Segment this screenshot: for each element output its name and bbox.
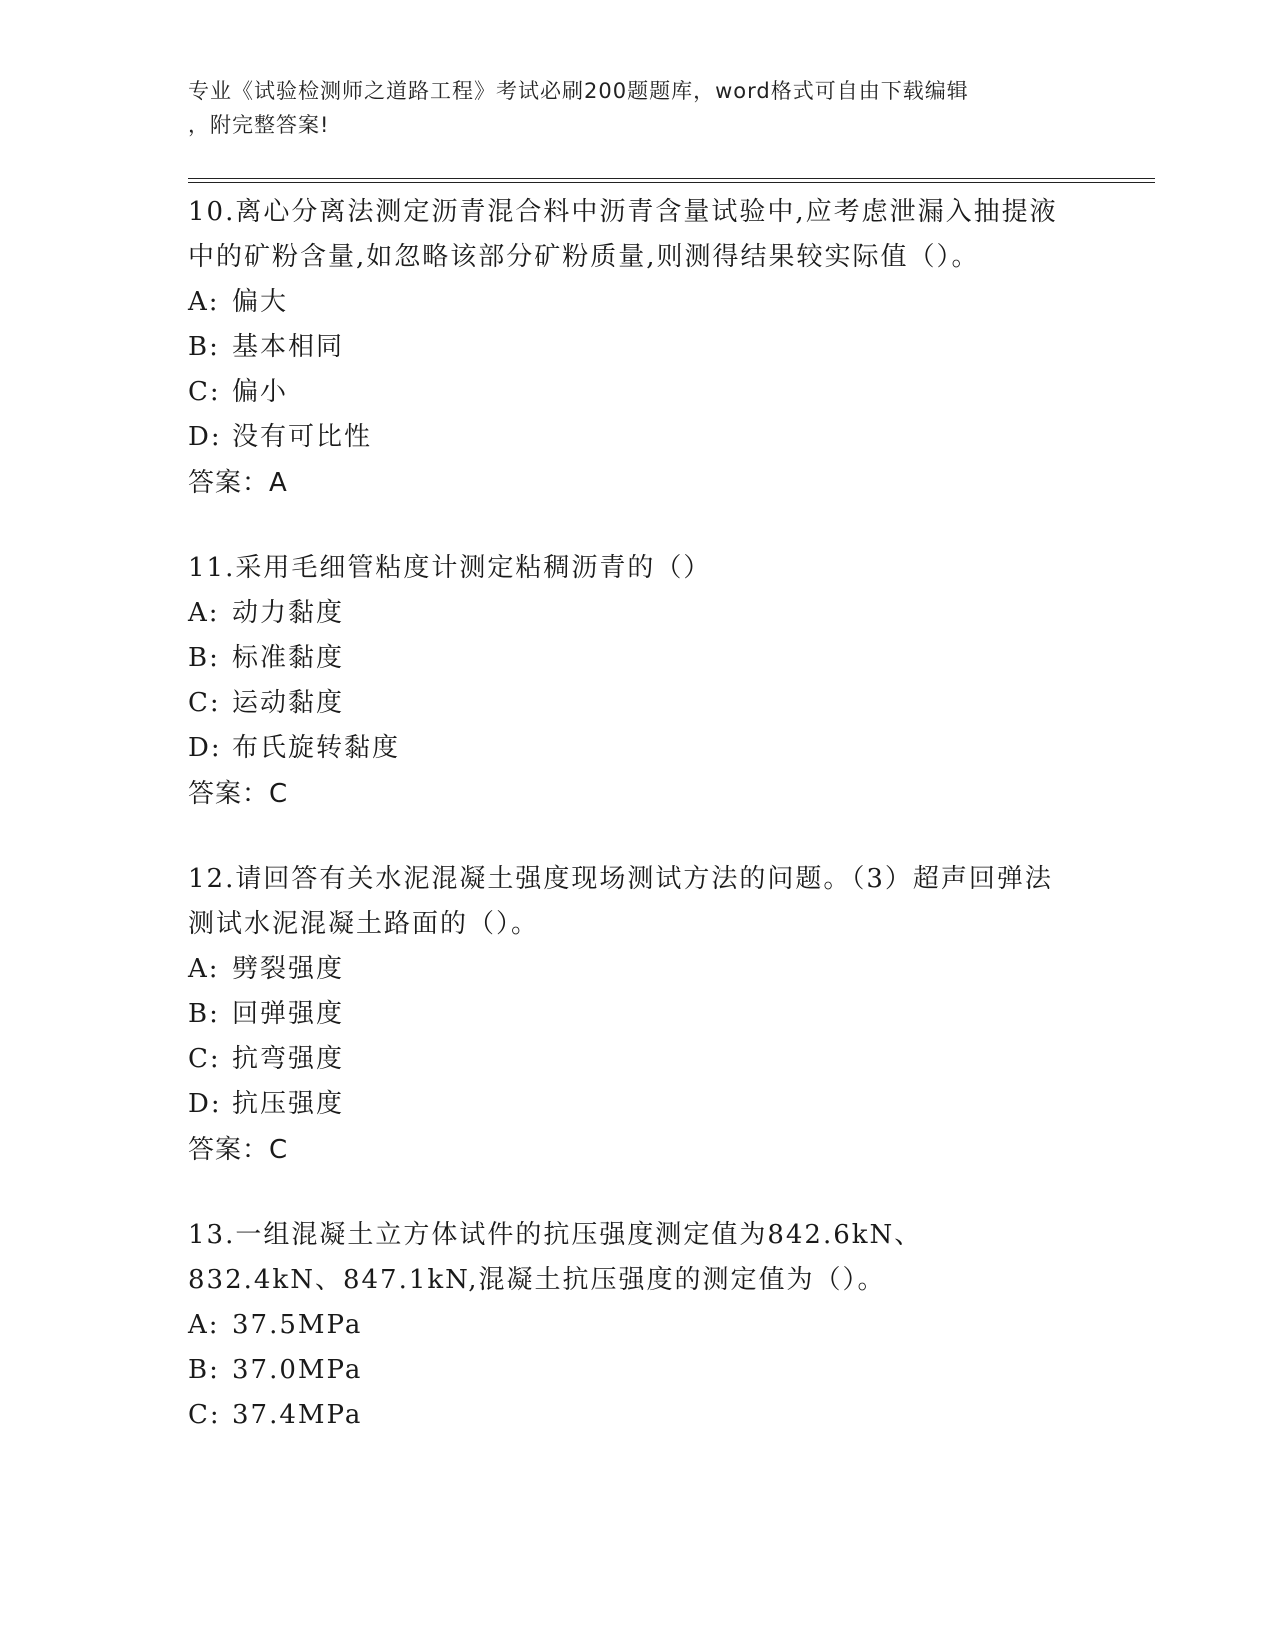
option-text: 37.4MPa [232,1400,363,1430]
option-key: A: [188,598,220,628]
option-key: A: [188,287,220,317]
option-text: 37.0MPa [232,1355,363,1385]
option-b [188,992,1068,1037]
option-key: C: [188,1400,221,1430]
question-10 [188,190,1068,506]
question-11 [188,546,1068,817]
header-divider-top [188,178,1155,179]
option-c [188,370,1068,415]
option-key: B: [188,999,220,1029]
option-text: 偏小 [232,377,289,407]
question-text: 10.离心分离法测定沥青混合料中沥青含量试验中,应考虑泄漏入抽提液中的矿粉含量,如忽略该部分矿粉质量,则测得结果较实际值（）。 [188,197,1058,272]
option-d [188,1082,1068,1127]
option-text: 标准黏度 [232,643,345,673]
header-line-1: 专业《试验检测师之道路工程》考试必刷200题题库，word格式可自由下载编辑 [188,79,969,103]
option-key: C: [188,688,221,718]
option-key: A: [188,954,220,984]
option-key: A: [188,1310,220,1340]
option-a [188,591,1068,636]
option-c [188,681,1068,726]
option-text: 抗压强度 [232,1089,345,1119]
answer-line: 答案：C [188,779,289,809]
option-text: 布氏旋转黏度 [232,733,401,763]
header-divider-bottom [188,182,1155,183]
question-text: 12.请回答有关水泥混凝土强度现场测试方法的问题。（3）超声回弹法测试水泥混凝土路面的（）。 [188,864,1053,939]
option-b [188,325,1068,370]
option-text: 运动黏度 [232,688,345,718]
option-key: C: [188,377,221,407]
option-a [188,1303,1068,1348]
option-d [188,726,1068,771]
option-c [188,1393,1068,1438]
option-text: 基本相同 [232,332,345,362]
option-text: 动力黏度 [232,598,345,628]
option-b [188,636,1068,681]
option-key: D: [188,1089,222,1119]
option-text: 偏大 [232,287,289,317]
option-key: C: [188,1044,221,1074]
option-c [188,1037,1068,1082]
option-key: D: [188,733,222,763]
option-text: 劈裂强度 [232,954,345,984]
question-text: 13.一组混凝土立方体试件的抗压强度测定值为842.6kN、832.4kN、847.1kN,混凝土抗压强度的测定值为（）。 [188,1220,923,1295]
question-text: 11.采用毛细管粘度计测定粘稠沥青的（） [188,553,712,583]
option-d [188,415,1068,460]
document-header [188,74,1068,142]
option-key: D: [188,422,222,452]
option-text: 没有可比性 [232,422,373,452]
option-key: B: [188,332,220,362]
option-key: B: [188,1355,220,1385]
question-13 [188,1213,1068,1438]
question-list [188,190,1068,1478]
option-text: 37.5MPa [232,1310,363,1340]
option-a [188,280,1068,325]
option-key: B: [188,643,220,673]
answer-line: 答案：A [188,468,288,498]
question-12 [188,857,1068,1173]
option-text: 回弹强度 [232,999,345,1029]
answer-line: 答案：C [188,1135,289,1165]
option-b [188,1348,1068,1393]
option-a [188,947,1068,992]
option-text: 抗弯强度 [232,1044,345,1074]
header-line-2: ，附完整答案! [188,113,330,137]
